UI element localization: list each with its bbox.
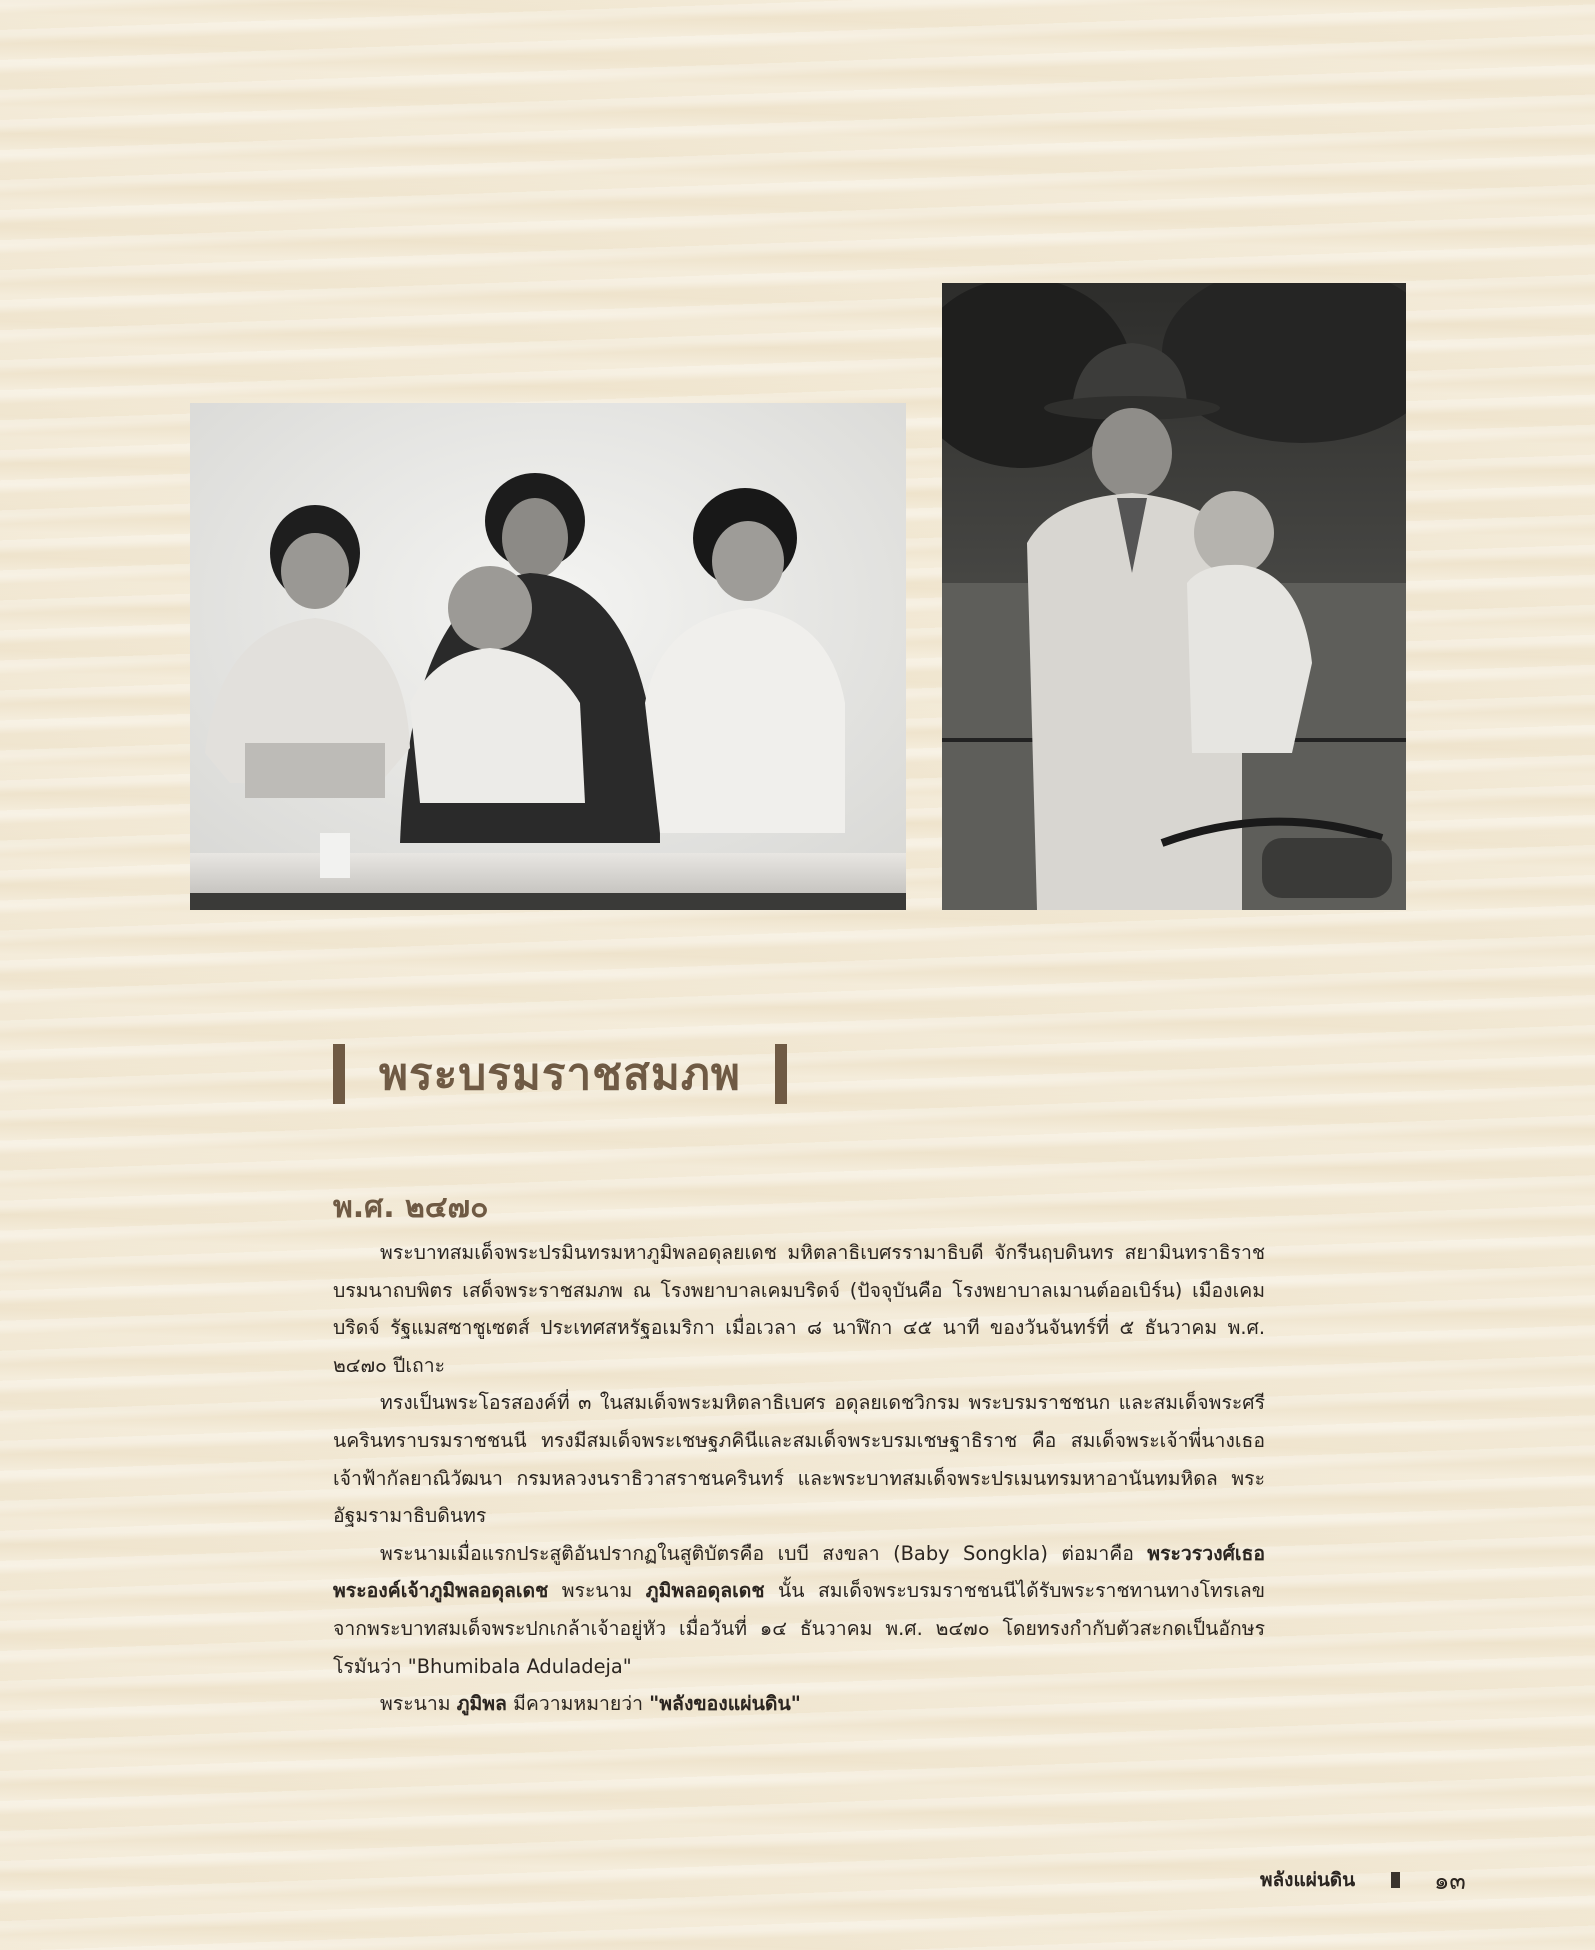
title-bar-right bbox=[775, 1044, 787, 1104]
paragraph-meaning bbox=[333, 1685, 1265, 1723]
bold-text: "พลังของแผ่นดิน" bbox=[649, 1692, 801, 1716]
title-bar-left bbox=[333, 1044, 345, 1104]
bold-text: ภูมิพลอดุลเดช bbox=[645, 1579, 765, 1603]
text-segment: พระนาม bbox=[548, 1579, 646, 1603]
year-heading: พ.ศ. ๒๔๗๐ bbox=[333, 1190, 489, 1225]
text-segment: พระนาม bbox=[380, 1692, 457, 1716]
bold-text: พระวรวงศ์เธอ พระองค์เจ้าภูมิพลอดุลเดช bbox=[333, 1541, 1265, 1603]
text-segment: มีความหมายว่า bbox=[506, 1692, 650, 1716]
paragraph-birth: พระบาทสมเด็จพระปรมินทรมหาภูมิพลอดุลยเดช มหิตลาธิเบศรรามาธิบดี จักรีนฤบดินทร สยามินทราธิราช บรมนาถบพิตร เสด็จพระราชสมภพ ณ โรงพยาบาลเคมบริดจ์ (ปัจจุบันคือ โรงพยาบาลเมานต์ออเบิร์น) เมืองเคมบริดจ์ รัฐแมสซาชูเซตส์ ประเทศสหรัฐอเมริกา เมื่อเวลา ๘ นาฬิกา ๔๕ นาที ของวันจันทร์ที่ ๕ ธันวาคม พ.ศ. ๒๔๗๐ ปีเถาะ bbox=[333, 1241, 1265, 1377]
footer-title: พลังแผ่นดิน bbox=[1260, 1869, 1356, 1891]
paragraph-family: ทรงเป็นพระโอรสองค์ที่ ๓ ในสมเด็จพระมหิตลาธิเบศร อดุลยเดชวิกรม พระบรมราชชนก และสมเด็จพระศรีนครินทราบรมราชชนนี ทรงมีสมเด็จพระเชษฐภคินีและสมเด็จพระบรมเชษฐาธิราช คือ สมเด็จพระเจ้าพี่นางเธอ เจ้าฟ้ากัลยาณิวัฒนา กรมหลวงนราธิวาสราชนครินทร์ และพระบาทสมเด็จพระปรเมนทรมหาอานันทมหิดล พระอัฐมรามาธิบดินทร bbox=[333, 1391, 1265, 1528]
article-body bbox=[333, 1234, 1265, 1723]
footer-separator bbox=[1391, 1872, 1400, 1888]
page-number: ๑๓ bbox=[1434, 1866, 1466, 1895]
paragraph-name bbox=[333, 1535, 1265, 1685]
page-footer bbox=[1260, 1860, 1480, 1900]
father-with-baby-photo bbox=[942, 283, 1406, 910]
text-segment: พระนามเมื่อแรกประสูติอันปรากฏในสูติบัตรคือ เบบี สงขลา (Baby Songkla) ต่อมาคือ bbox=[380, 1541, 1148, 1565]
section-heading bbox=[333, 1044, 787, 1104]
bold-text: ภูมิพล bbox=[456, 1692, 507, 1716]
family-portrait-photo bbox=[190, 403, 906, 910]
text-segment: นั้น สมเด็จพระบรมราชชนนีได้รับพระราชทานทางโทรเลขจากพระบาทสมเด็จพระปกเกล้าเจ้าอยู่หัว เมื่อวันที่ ๑๔ ธันวาคม พ.ศ. ๒๔๗๐ โดยทรงกำกับตัวสะกดเป็นอักษรโรมันว่า "Bhumibala Aduladeja" bbox=[333, 1579, 1265, 1678]
page-title: พระบรมราชสมภพ bbox=[379, 1049, 741, 1100]
